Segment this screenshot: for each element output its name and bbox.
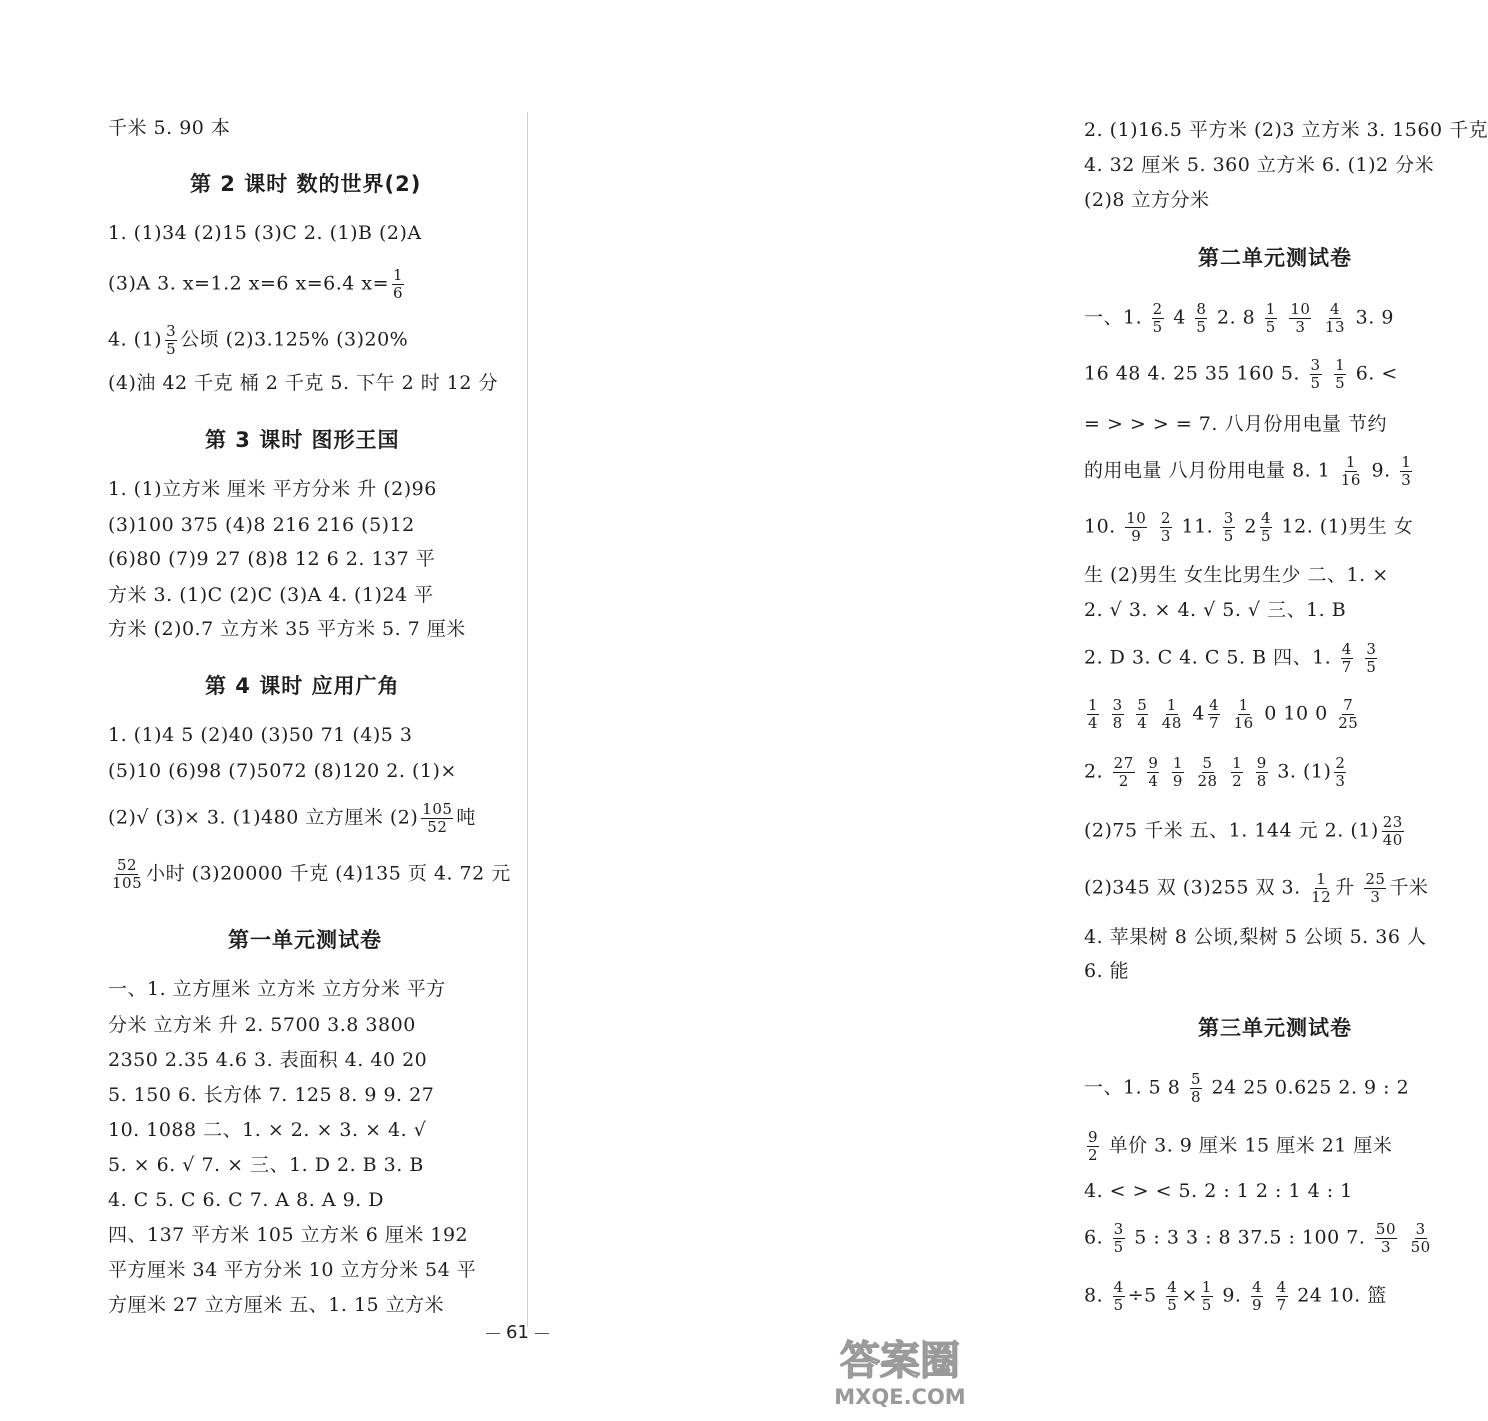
answer-text [1127,703,1134,725]
fraction [1172,756,1184,789]
answer-line [108,858,511,891]
answer-text: 6. < [1349,362,1398,385]
answer-line: 2. √ 3. × 4. √ 5. √ 三、1. B [1084,599,1347,621]
answer-line: 四、137 平方米 105 立方米 6 厘米 192 [108,1224,469,1246]
fraction-denominator: 3 [1295,318,1306,336]
answer-line [1084,455,1415,488]
answer-text: 2 [1237,515,1257,538]
answer-line [1084,302,1394,335]
answer-line: (4)油 42 千克 桶 2 千克 5. 下午 2 时 12 分 [108,372,499,394]
answer-text: 2. 8 [1210,306,1262,329]
fraction-denominator: 4 [1137,714,1148,732]
fraction-denominator: 9 [1172,772,1183,790]
answer-text [1314,307,1321,329]
fraction [1190,1072,1202,1105]
watermark-logo [818,1330,983,1410]
fraction [1087,1130,1099,1163]
fraction-numerator: 1 [1232,754,1243,772]
fraction [1375,1222,1397,1255]
answer-text: 2. D 3. C 4. C 5. B 四、1. [1084,646,1338,669]
fraction-numerator: 3 [1223,509,1234,527]
answer-text [1187,761,1194,783]
answer-text [1246,761,1253,783]
fraction-numerator: 1 [1345,453,1356,471]
answer-line [1084,1222,1435,1255]
answer-text [1356,647,1363,669]
answer-text [1400,1227,1407,1249]
fraction-denominator: 5 [1113,1296,1124,1314]
fraction [1113,1222,1125,1255]
answer-line: 平方厘米 34 平方分米 10 立方分米 54 平 [108,1259,477,1281]
fraction-denominator: 5 [1201,1296,1212,1314]
answer-line [1084,642,1380,675]
answer-text [1151,703,1158,725]
section-heading: 第 3 课时 图形王国 [205,428,400,452]
answer-text: (2)√ (3)× 3. (1)480 立方厘米 (2) [108,806,419,829]
fraction [1195,302,1207,335]
answer-text: 千米 [1389,876,1429,899]
answer-line: 6. 能 [1084,960,1130,982]
fraction-denominator: 6 [393,284,404,302]
answer-text: 一、1. [1084,306,1149,329]
answer-text: 16 48 4. 25 35 160 5. [1084,362,1307,385]
fraction [1197,756,1219,789]
fraction [421,802,453,835]
answer-line: 5. 150 6. 长方体 7. 125 8. 9 9. 27 [108,1084,435,1106]
fraction [1410,1222,1432,1255]
fraction [1256,756,1268,789]
fraction-numerator: 5 [1190,1070,1201,1088]
answer-text: 单价 3. 9 厘米 15 厘米 21 厘米 [1102,1134,1393,1157]
answer-text: (2)345 双 (3)255 双 3. [1084,876,1308,899]
answer-text: 24 25 0.625 2. 9 : 2 [1204,1076,1410,1099]
fraction-denominator: 5 [1223,527,1234,545]
answer-line: (5)10 (6)98 (7)5072 (8)120 2. (1)× [108,760,457,782]
answer-line: 千米 5. 90 本 [108,117,231,139]
fraction-denominator: 7 [1209,714,1220,732]
answer-line: 10. 1088 二、1. × 2. × 3. × 4. √ [108,1119,427,1141]
answer-line: 4. 32 厘米 5. 360 立方米 6. (1)2 分米 [1084,154,1435,176]
fraction [1324,302,1346,335]
fraction-numerator: 2 [1152,300,1163,318]
answer-text: 小时 (3)20000 千克 (4)135 页 4. 72 元 [146,862,511,885]
fraction-numerator: 1 [1401,453,1412,471]
fraction [1400,455,1412,488]
section-heading: 第 2 课时 数的世界(2) [190,172,422,196]
answer-text: 3. 9 [1349,306,1394,329]
fraction [392,268,404,301]
answer-text [1102,703,1109,725]
fraction-numerator: 1 [1335,356,1346,374]
answer-text: 12. (1)男生 女 [1274,515,1414,538]
answer-text: 0 10 0 [1257,702,1335,725]
answer-text: 2. [1084,760,1110,783]
fraction-numerator: 5 [1137,696,1148,714]
fraction-numerator: 23 [1382,813,1403,831]
answer-line [108,268,407,301]
fraction-denominator: 48 [1161,714,1182,732]
fraction-denominator: 5 [1167,1296,1178,1314]
fraction-numerator: 9 [1088,1128,1099,1146]
fraction [1310,872,1332,905]
answer-text: 9. [1364,459,1398,482]
section-heading: 第三单元测试卷 [1198,1016,1352,1040]
answer-text: 一、1. 5 8 [1084,1076,1187,1099]
fraction-denominator: 3 [1370,888,1381,906]
fraction [1334,756,1346,789]
answer-line: 1. (1)立方米 厘米 平方分米 升 (2)96 [108,478,437,500]
fraction [1341,642,1353,675]
fraction-denominator: 8 [1190,1088,1201,1106]
fraction-numerator: 9 [1148,754,1159,772]
fraction-numerator: 1 [1088,696,1099,714]
fraction [1125,511,1147,544]
answer-text [1325,363,1332,385]
answer-line: (3)100 375 (4)8 216 216 (5)12 [108,514,415,536]
section-heading: 第 4 课时 应用广角 [205,674,400,698]
fraction-numerator: 7 [1343,696,1354,714]
fraction [1233,698,1255,731]
answer-line: 4. 苹果树 8 公顷,梨树 5 公顷 5. 36 人 [1084,926,1427,948]
answer-line [1084,1280,1387,1313]
fraction-denominator: 9 [1131,527,1142,545]
fraction [1340,455,1362,488]
fraction-denominator: 2 [1118,772,1129,790]
fraction-denominator: 5 [1113,1238,1124,1256]
fraction [1223,511,1235,544]
fraction-denominator: 40 [1382,831,1403,849]
answer-text: 4 [1185,702,1206,725]
fraction-denominator: 3 [1335,772,1346,790]
fraction-denominator: 9 [1252,1296,1263,1314]
answer-text [1280,307,1287,329]
fraction [1334,358,1346,391]
watermark-url: MXQE.COM [834,1385,966,1409]
fraction-numerator: 10 [1126,509,1147,527]
answer-line [1084,815,1407,848]
fraction [1337,698,1359,731]
fraction-denominator: 28 [1197,772,1218,790]
fraction-denominator: 5 [1335,374,1346,392]
fraction-numerator: 1 [1238,696,1249,714]
answer-line [1084,1072,1409,1105]
fraction [1147,756,1159,789]
answer-text: 4. (1) [108,328,163,351]
answer-text: 10. [1084,515,1123,538]
fraction [1382,815,1404,848]
fraction-denominator: 16 [1233,714,1254,732]
fraction-numerator: 1 [393,266,404,284]
fraction-numerator: 2 [1335,754,1346,772]
fraction [1113,1280,1125,1313]
answer-line [1084,358,1398,391]
answer-line: 4. < > < 5. 2 : 1 2 : 1 4 : 1 [1084,1180,1353,1202]
answer-text: (3)A 3. x=1.2 x=6 x=6.4 x= [108,272,390,295]
fraction-denominator: 5 [1366,658,1377,676]
answer-line [1084,872,1428,905]
fraction-numerator: 3 [1113,1220,1124,1238]
answer-line [108,324,408,357]
fraction [1251,1280,1263,1313]
fraction-numerator: 25 [1365,870,1386,888]
answer-line [1084,756,1349,789]
watermark-title: 答案圈 [840,1338,960,1384]
fraction-denominator: 8 [1256,772,1267,790]
answer-text [1266,1285,1273,1307]
fraction-denominator: 16 [1340,471,1361,489]
fraction-numerator: 1 [1316,870,1327,888]
answer-line: 1. (1)4 5 (2)40 (3)50 71 (4)5 3 [108,724,413,746]
answer-text: (2)75 千米 五、1. 144 元 2. (1) [1084,819,1379,842]
fraction-numerator: 4 [1341,640,1352,658]
fraction-numerator: 1 [1265,300,1276,318]
fraction-denominator: 5 [1152,318,1163,336]
fraction [1365,642,1377,675]
answer-line [1084,511,1413,544]
answer-text: 6. [1084,1226,1110,1249]
fraction-denominator: 5 [1260,527,1271,545]
fraction-numerator: 3 [166,322,177,340]
fraction-numerator: 52 [117,856,138,874]
fraction-numerator: 10 [1290,300,1311,318]
fraction-numerator: 3 [1366,640,1377,658]
page-number: 61 [480,1322,555,1343]
fraction-denominator: 25 [1338,714,1359,732]
fraction-denominator: 2 [1232,772,1243,790]
fraction-denominator: 12 [1311,888,1332,906]
answer-line: 方米 (2)0.7 立方米 35 平方米 5. 7 厘米 [108,618,466,640]
fraction [1112,698,1124,731]
fraction-denominator: 5 [1310,374,1321,392]
fraction [1276,1280,1288,1313]
answer-line: 1. (1)34 (2)15 (3)C 2. (1)B (2)A [108,222,422,244]
answer-text: 公顷 (2)3.125% (3)20% [180,328,409,351]
fraction [1152,302,1164,335]
fraction-numerator: 4 [1209,696,1220,714]
answer-line: 一、1. 立方厘米 立方米 立方分米 平方 [108,978,446,1000]
fraction-numerator: 5 [1202,754,1213,772]
fraction-numerator: 3 [1415,1220,1426,1238]
fraction-numerator: 4 [1330,300,1341,318]
fraction-numerator: 9 [1256,754,1267,772]
column-divider [527,112,528,1327]
answer-text [1150,516,1157,538]
answer-text [1223,703,1230,725]
section-heading: 第二单元测试卷 [1198,246,1352,270]
answer-line: 2. (1)16.5 平方米 (2)3 立方米 3. 1560 千克 [1084,119,1488,141]
answer-text: 的用电量 八月份用电量 8. 1 [1084,459,1337,482]
answer-text: 4 [1166,306,1193,329]
answer-line: 方厘米 27 立方厘米 五、1. 15 立方米 [108,1294,445,1316]
answer-line: 生 (2)男生 女生比男生少 二、1. × [1084,564,1389,586]
fraction-denominator: 105 [112,874,143,892]
answer-line [1084,1130,1392,1163]
answer-line [108,802,476,835]
answer-text: 3. (1) [1270,760,1332,783]
fraction-denominator: 4 [1148,772,1159,790]
fraction [1136,698,1148,731]
fraction-numerator: 1 [1166,696,1177,714]
fraction [1260,511,1272,544]
fraction [1160,511,1172,544]
fraction [111,858,143,891]
answer-line [1084,698,1362,731]
answer-text: ÷5 [1127,1284,1164,1307]
fraction-numerator: 4 [1113,1278,1124,1296]
fraction [1113,756,1135,789]
answer-text: 11. [1174,515,1220,538]
answer-line: 分米 立方米 升 2. 5700 3.8 3800 [108,1014,416,1036]
fraction-numerator: 3 [1310,356,1321,374]
answer-line: 2350 2.35 4.6 3. 表面积 4. 40 20 [108,1049,428,1071]
fraction [1265,302,1277,335]
section-heading: 第一单元测试卷 [228,928,382,952]
fraction-denominator: 7 [1341,658,1352,676]
answer-line: 4. C 5. C 6. C 7. A 8. A 9. D [108,1189,384,1211]
answer-text: × [1181,1284,1198,1307]
fraction [1364,872,1386,905]
answer-line: (2)8 立方分米 [1084,189,1210,211]
fraction-numerator: 8 [1196,300,1207,318]
fraction-denominator: 5 [1196,318,1207,336]
fraction [1087,698,1099,731]
fraction-numerator: 4 [1276,1278,1287,1296]
answer-text [1138,761,1145,783]
fraction-numerator: 105 [422,800,453,818]
fraction [1289,302,1311,335]
fraction-numerator: 3 [1112,696,1123,714]
fraction-denominator: 3 [1160,527,1171,545]
fraction-numerator: 27 [1113,754,1134,772]
fraction [1208,698,1220,731]
fraction-numerator: 1 [1201,1278,1212,1296]
fraction-numerator: 2 [1160,509,1171,527]
fraction-denominator: 7 [1276,1296,1287,1314]
fraction [1161,698,1183,731]
fraction-numerator: 4 [1260,509,1271,527]
fraction [165,324,177,357]
fraction-denominator: 52 [427,818,448,836]
answer-text [1222,761,1229,783]
fraction-denominator: 4 [1088,714,1099,732]
answer-text: 24 10. 篮 [1290,1284,1387,1307]
answer-line: = > > > = 7. 八月份用电量 节约 [1084,413,1388,435]
fraction [1166,1280,1178,1313]
fraction-denominator: 8 [1112,714,1123,732]
fraction-denominator: 5 [1265,318,1276,336]
fraction-numerator: 50 [1375,1220,1397,1238]
fraction-denominator: 13 [1325,318,1346,336]
answer-text: 8. [1084,1284,1110,1307]
fraction-numerator: 4 [1167,1278,1178,1296]
answer-text: 9. [1215,1284,1249,1307]
answer-text: 升 [1335,876,1362,899]
fraction-denominator: 5 [166,340,177,358]
fraction [1201,1280,1213,1313]
answer-line: 5. × 6. √ 7. × 三、1. D 2. B 3. B [108,1154,424,1176]
answer-text [1162,761,1169,783]
answer-text: 5 : 3 3 : 8 37.5 : 100 7. [1127,1226,1372,1249]
answer-line: (6)80 (7)9 27 (8)8 12 6 2. 137 平 [108,548,436,570]
fraction-denominator: 2 [1088,1146,1099,1164]
fraction [1231,756,1243,789]
answer-text: 吨 [456,806,476,829]
fraction-denominator: 3 [1401,471,1412,489]
fraction [1310,358,1322,391]
fraction-numerator: 1 [1172,754,1183,772]
fraction-denominator: 3 [1380,1238,1391,1256]
fraction-denominator: 50 [1410,1238,1431,1256]
answer-line: 方米 3. (1)C (2)C (3)A 4. (1)24 平 [108,584,434,606]
fraction-numerator: 4 [1252,1278,1263,1296]
